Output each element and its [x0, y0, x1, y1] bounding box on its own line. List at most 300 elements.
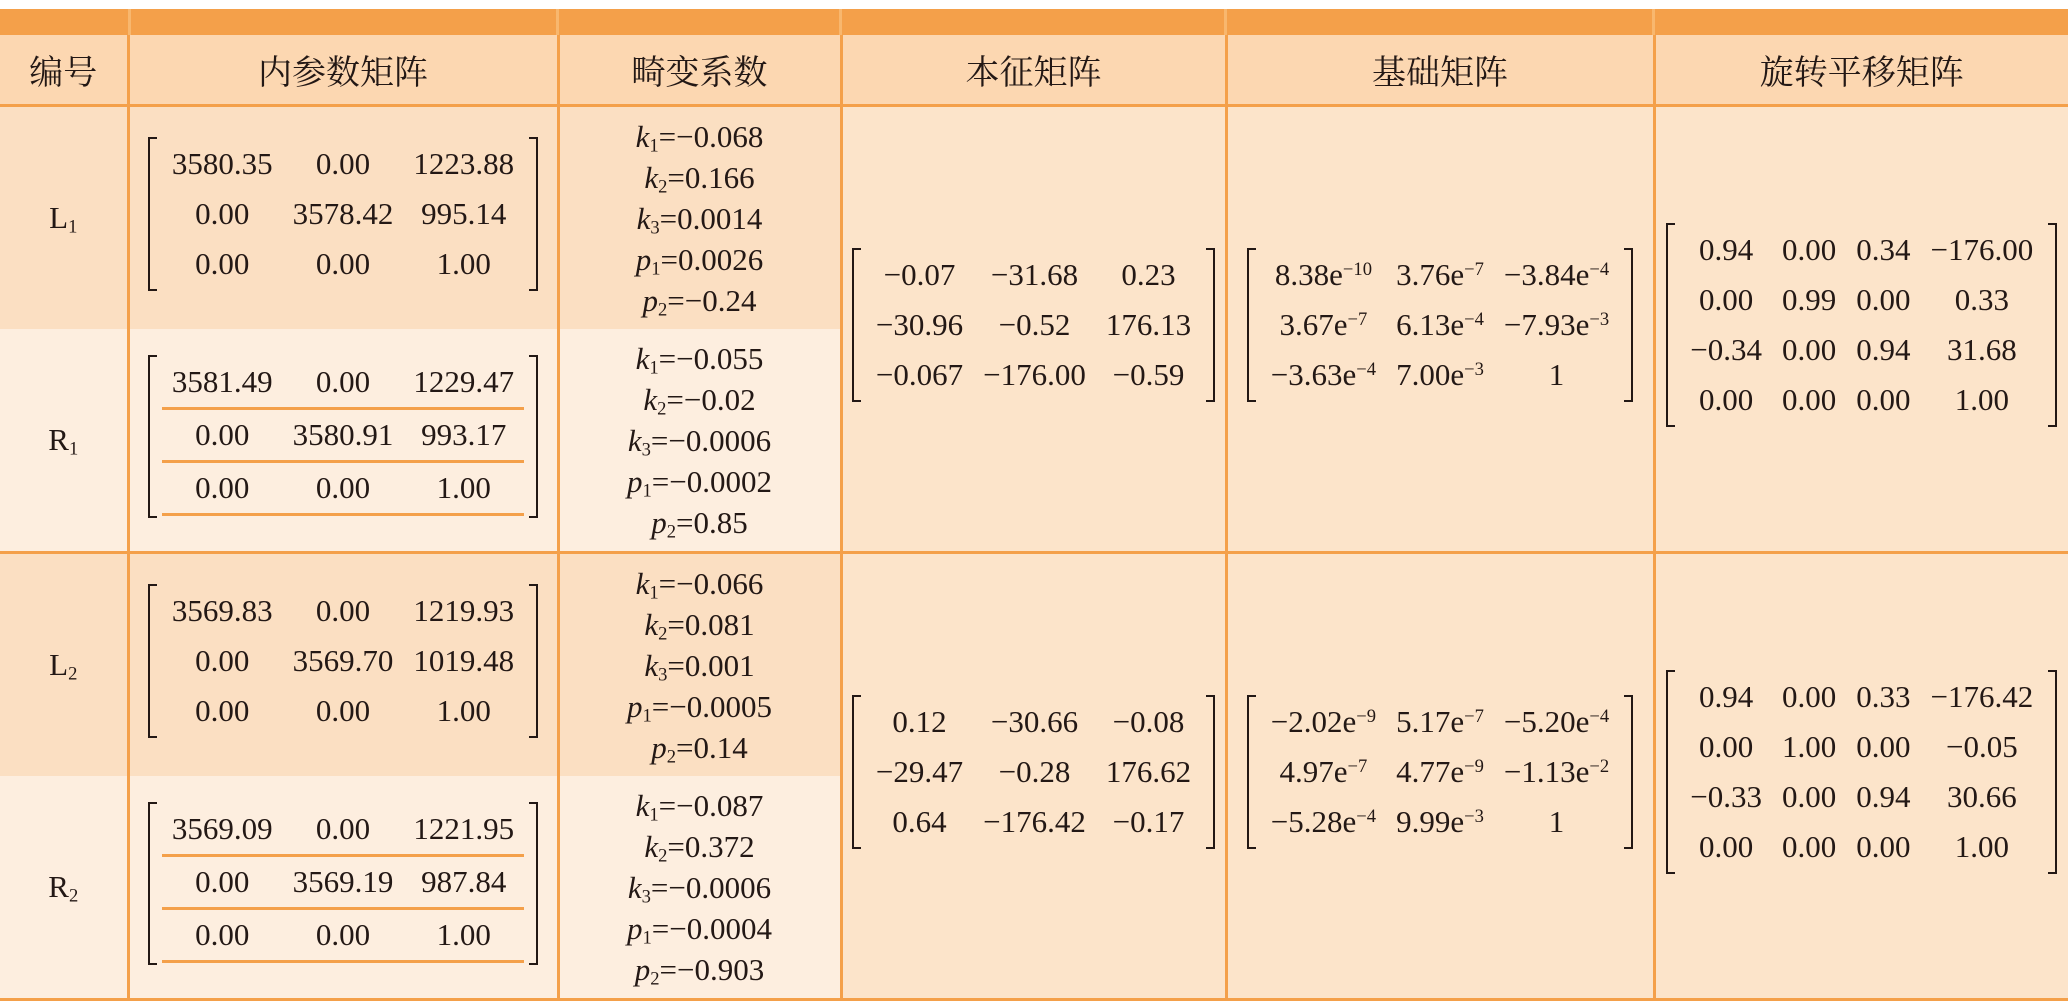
- essential-cell: [841, 553, 1226, 1000]
- matrix-cell: 995.14: [421, 196, 507, 231]
- matrix-cell: 1229.47: [403, 357, 524, 409]
- coefficient-index: 2: [658, 623, 668, 645]
- mantissa: −3.84e: [1503, 257, 1590, 292]
- matrix-row: [866, 350, 1201, 400]
- matrix-cell: −31.68: [990, 257, 1079, 292]
- matrix-cell: −176.42: [983, 804, 1086, 839]
- coefficient-symbol: p: [651, 504, 667, 540]
- coefficient-symbol: k: [644, 828, 659, 864]
- matrix-cell: 31.68: [1946, 332, 2017, 367]
- camera-id-letter: R: [48, 869, 69, 904]
- camera-id-letter: L: [49, 200, 69, 235]
- matrix-cell: −0.59: [1112, 357, 1185, 392]
- matrix-cell: −176.00: [1930, 232, 2034, 267]
- matrix-cell: 3569.19: [283, 855, 404, 908]
- camera-id-cell: [0, 776, 128, 1000]
- essential-matrix: [852, 695, 1215, 849]
- matrix-row: [162, 636, 524, 686]
- matrix-row: [162, 357, 524, 409]
- intrinsic-matrix-grid: [162, 586, 524, 736]
- matrix-cell: 3581.49: [162, 357, 283, 409]
- coefficient-value: =0.85: [676, 504, 748, 540]
- table-row: [0, 553, 2068, 777]
- matrix-cell: −29.47: [875, 754, 964, 789]
- rotation-translation-matrix-grid: [1680, 672, 2043, 872]
- matrix-cell: −0.05: [1946, 729, 2018, 764]
- matrix-cell: [1261, 300, 1386, 350]
- matrix-cell: 0.00: [162, 408, 283, 461]
- coefficient-symbol: k: [644, 647, 659, 683]
- matrix-cell: 0.94: [1699, 679, 1754, 714]
- matrix-cell: 1019.48: [413, 643, 515, 678]
- coefficient-index: 2: [650, 968, 660, 990]
- matrix-cell: −0.08: [1112, 704, 1185, 739]
- header-band-divider: [1652, 9, 1655, 35]
- matrix-row: [1680, 722, 2043, 772]
- exponent: −4: [1589, 258, 1610, 280]
- matrix-cell: 0.99: [1782, 282, 1837, 317]
- matrix-cell: [1494, 250, 1619, 300]
- fundamental-matrix-grid: [1261, 697, 1619, 847]
- matrix-cell: 3580.35: [171, 146, 273, 181]
- coefficient-index: 2: [666, 521, 677, 543]
- mantissa: −5.20e: [1503, 704, 1590, 739]
- exponent: −4: [1356, 805, 1377, 827]
- distortion-coefficient: [560, 686, 840, 727]
- distortion-cell: [558, 776, 841, 1000]
- distortion-coefficient: [560, 198, 840, 239]
- distortion-cell: [558, 553, 841, 777]
- exponent: −4: [1589, 705, 1610, 727]
- coefficient-symbol: p: [626, 910, 643, 946]
- matrix-row: [162, 408, 524, 461]
- matrix-row: [866, 250, 1201, 300]
- coefficient-symbol: k: [636, 200, 651, 236]
- matrix-cell: −0.07: [883, 257, 956, 292]
- matrix-row: [866, 797, 1201, 847]
- matrix-cell: 0.00: [1856, 729, 1911, 764]
- coefficient-value: =−0.0002: [651, 463, 772, 499]
- distortion-coefficient: [560, 563, 840, 604]
- coefficient-value: =−0.055: [658, 340, 764, 376]
- coefficient-index: 2: [658, 845, 668, 867]
- matrix-cell: −0.33: [1690, 779, 1762, 814]
- camera-id-cell: [0, 106, 128, 330]
- matrix-cell: −176.42: [1930, 679, 2034, 714]
- camera-id-cell: [0, 553, 128, 777]
- coefficient-value: =−0.0006: [650, 422, 772, 458]
- matrix-cell: 0.00: [1856, 282, 1911, 317]
- coefficient-symbol: k: [643, 381, 658, 417]
- coefficient-index: 3: [641, 439, 651, 461]
- matrix-row: [1680, 822, 2043, 872]
- matrix-cell: −0.28: [998, 754, 1071, 789]
- header-band: [0, 9, 2068, 35]
- matrix-cell: 1.00: [403, 908, 524, 961]
- matrix-cell: [1494, 300, 1619, 350]
- coefficient-value: =−0.02: [666, 381, 756, 417]
- coefficient-value: =0.0014: [659, 200, 763, 236]
- matrix-row: [1261, 797, 1619, 847]
- rotation-translation-matrix: [1666, 670, 2057, 874]
- matrix-cell: 176.62: [1105, 754, 1192, 789]
- matrix-cell: 0.00: [195, 643, 250, 678]
- matrix-cell: 0.34: [1856, 232, 1911, 267]
- matrix-row: [162, 908, 524, 961]
- rotation-translation-matrix: [1666, 223, 2057, 427]
- exponent: −9: [1356, 705, 1377, 727]
- matrix-cell: [1386, 797, 1494, 847]
- coefficient-symbol: k: [635, 565, 650, 601]
- matrix-row: [1680, 325, 2043, 375]
- matrix-cell: 0.00: [315, 146, 371, 181]
- header-fundamental: 基础矩阵: [1226, 35, 1654, 106]
- camera-id-letter: L: [49, 647, 69, 682]
- coefficient-value: =−0.066: [658, 565, 764, 601]
- fundamental-matrix: [1247, 695, 1633, 849]
- exponent: −7: [1347, 755, 1368, 777]
- matrix-cell: 0.00: [315, 593, 371, 628]
- matrix-cell: 0.00: [283, 357, 404, 409]
- coefficient-symbol: p: [626, 463, 643, 499]
- matrix-cell: 0.00: [1782, 382, 1837, 417]
- essential-cell: [841, 106, 1226, 553]
- matrix-cell: 1219.93: [413, 593, 515, 628]
- matrix-cell: 1.00: [1954, 382, 2009, 417]
- coefficient-value: =0.14: [676, 729, 748, 765]
- coefficient-value: =0.0026: [660, 241, 764, 277]
- intrinsic-matrix-grid: [162, 357, 524, 516]
- matrix-cell: [1261, 250, 1386, 300]
- matrix-cell: 30.66: [1946, 779, 2017, 814]
- rotation-translation-matrix-grid: [1680, 225, 2043, 425]
- camera-id-index: 2: [68, 885, 79, 907]
- header-band-divider: [556, 9, 559, 35]
- coefficient-symbol: p: [634, 951, 651, 987]
- table-row: [0, 106, 2068, 330]
- matrix-cell: 3578.42: [292, 196, 394, 231]
- distortion-cell: [558, 106, 841, 330]
- distortion-list: [560, 338, 840, 543]
- mantissa: −2.02e: [1270, 704, 1357, 739]
- intrinsic-matrix: [148, 802, 538, 965]
- matrix-row: [866, 697, 1201, 747]
- matrix-cell: 0.00: [1699, 382, 1754, 417]
- coefficient-value: =0.001: [667, 647, 755, 683]
- matrix-cell: 0.64: [892, 804, 947, 839]
- coefficient-index: 1: [642, 480, 652, 502]
- distortion-coefficient: [560, 867, 840, 908]
- coefficient-value: =−0.0006: [650, 869, 772, 905]
- distortion-coefficient: [560, 379, 840, 420]
- header-distortion: 畸变系数: [558, 35, 841, 106]
- coefficient-index: 1: [649, 804, 659, 826]
- intrinsic-cell: [128, 553, 558, 777]
- matrix-cell: 1.00: [1782, 729, 1837, 764]
- coefficient-symbol: k: [627, 869, 642, 905]
- matrix-cell: 0.00: [1782, 332, 1837, 367]
- camera-id-letter: R: [48, 422, 69, 457]
- coefficient-value: =−0.24: [667, 282, 757, 318]
- intrinsic-matrix-grid: [162, 139, 524, 289]
- distortion-coefficient: [560, 826, 840, 867]
- coefficient-symbol: k: [627, 422, 642, 458]
- distortion-coefficient: [560, 949, 840, 990]
- mantissa: 3.67e: [1279, 307, 1348, 342]
- distortion-list: [560, 563, 840, 768]
- distortion-coefficient: [560, 908, 840, 949]
- matrix-row: [1261, 350, 1619, 400]
- matrix-cell: 1.00: [436, 693, 491, 728]
- fundamental-matrix: [1247, 248, 1633, 402]
- matrix-cell: 3580.91: [283, 408, 404, 461]
- matrix-cell: 0.00: [315, 246, 371, 281]
- matrix-cell: 987.84: [403, 855, 524, 908]
- matrix-cell: 0.00: [1782, 779, 1837, 814]
- coefficient-index: 1: [651, 258, 661, 280]
- matrix-cell: 0.00: [195, 246, 250, 281]
- mantissa: 4.77e: [1396, 754, 1465, 789]
- calibration-table: [0, 35, 2068, 1001]
- mantissa: −5.28e: [1270, 804, 1357, 839]
- matrix-cell: 0.00: [162, 855, 283, 908]
- matrix-cell: [1494, 350, 1619, 400]
- matrix-cell: 1.00: [1954, 829, 2009, 864]
- matrix-cell: 0.00: [1782, 679, 1837, 714]
- distortion-coefficient: [560, 280, 840, 321]
- distortion-coefficient: [560, 420, 840, 461]
- matrix-cell: [1494, 747, 1619, 797]
- matrix-cell: 1223.88: [413, 146, 515, 181]
- coefficient-index: 3: [650, 217, 660, 239]
- coefficient-value: =0.166: [667, 159, 755, 195]
- coefficient-symbol: p: [626, 688, 643, 724]
- intrinsic-cell: [128, 776, 558, 1000]
- matrix-row: [1261, 250, 1619, 300]
- intrinsic-matrix: [148, 584, 538, 738]
- matrix-cell: 0.00: [1699, 282, 1754, 317]
- coefficient-value: =0.081: [667, 606, 755, 642]
- essential-matrix: [852, 248, 1215, 402]
- coefficient-symbol: k: [635, 787, 650, 823]
- exponent: −7: [1464, 705, 1484, 727]
- matrix-cell: −176.00: [983, 357, 1086, 392]
- matrix-cell: 0.00: [1699, 729, 1754, 764]
- fundamental-matrix-grid: [1261, 250, 1619, 400]
- coefficient-value: =−0.0005: [651, 688, 772, 724]
- distortion-coefficient: [560, 239, 840, 280]
- matrix-cell: 993.17: [403, 408, 524, 461]
- coefficient-symbol: p: [642, 282, 658, 318]
- matrix-cell: [1261, 797, 1386, 847]
- rotation-translation-cell: [1654, 106, 2068, 553]
- intrinsic-cell: [128, 329, 558, 553]
- matrix-cell: 0.00: [195, 693, 250, 728]
- mantissa: −3.63e: [1270, 357, 1357, 392]
- matrix-cell: [1386, 747, 1494, 797]
- coefficient-symbol: k: [644, 606, 659, 642]
- mantissa: −7.93e: [1503, 307, 1590, 342]
- matrix-cell: [1494, 697, 1619, 747]
- coefficient-value: =−0.087: [658, 787, 764, 823]
- intrinsic-matrix: [148, 355, 538, 518]
- mantissa: 4.97e: [1279, 754, 1348, 789]
- intrinsic-cell: [128, 106, 558, 330]
- matrix-cell: −0.067: [875, 357, 964, 392]
- matrix-row: [1680, 375, 2043, 425]
- matrix-cell: 0.00: [1856, 829, 1911, 864]
- mantissa: 7.00e: [1396, 357, 1465, 392]
- header-band-divider: [128, 9, 131, 35]
- matrix-cell: −30.66: [990, 704, 1079, 739]
- exponent: −3: [1464, 358, 1484, 380]
- matrix-cell: 1.00: [403, 461, 524, 514]
- mantissa: −1.13e: [1503, 754, 1590, 789]
- mantissa: 6.13e: [1396, 307, 1465, 342]
- matrix-row: [1261, 747, 1619, 797]
- matrix-row: [162, 239, 524, 289]
- matrix-row: [1680, 275, 2043, 325]
- coefficient-value: =−0.903: [659, 951, 765, 987]
- essential-matrix-grid: [866, 697, 1201, 847]
- exponent: −3: [1464, 805, 1484, 827]
- matrix-cell: −0.17: [1112, 804, 1185, 839]
- fundamental-cell: [1226, 553, 1654, 1000]
- exponent: −2: [1589, 755, 1610, 777]
- matrix-cell: 0.94: [1856, 332, 1911, 367]
- matrix-cell: 0.12: [892, 704, 947, 739]
- coefficient-value: =0.372: [667, 828, 755, 864]
- matrix-cell: [1386, 350, 1494, 400]
- mantissa: 9.99e: [1396, 804, 1465, 839]
- matrix-cell: 1.00: [436, 246, 491, 281]
- coefficient-index: 2: [658, 176, 668, 198]
- fundamental-cell: [1226, 106, 1654, 553]
- matrix-row: [1680, 225, 2043, 275]
- matrix-row: [162, 686, 524, 736]
- matrix-cell: 0.00: [195, 196, 250, 231]
- distortion-coefficient: [560, 785, 840, 826]
- header-essential: 本征矩阵: [841, 35, 1226, 106]
- matrix-cell: −0.52: [998, 307, 1071, 342]
- matrix-row: [1680, 772, 2043, 822]
- matrix-cell: 0.33: [1954, 282, 2009, 317]
- matrix-cell: 0.00: [283, 908, 404, 961]
- matrix-cell: 0.94: [1856, 779, 1911, 814]
- coefficient-index: 2: [666, 746, 677, 768]
- matrix-cell: [1386, 697, 1494, 747]
- matrix-cell: [1386, 300, 1494, 350]
- matrix-row: [162, 586, 524, 636]
- matrix-cell: 0.00: [283, 804, 404, 856]
- header-band-divider: [1224, 9, 1227, 35]
- coefficient-symbol: k: [635, 340, 650, 376]
- intrinsic-matrix-grid: [162, 804, 524, 963]
- table-body: [0, 106, 2068, 1000]
- matrix-cell: 0.00: [283, 461, 404, 514]
- distortion-coefficient: [560, 116, 840, 157]
- mantissa: 8.38e: [1274, 257, 1343, 292]
- coefficient-index: 1: [649, 135, 659, 157]
- exponent: −3: [1589, 308, 1610, 330]
- matrix-cell: [1494, 797, 1619, 847]
- coefficient-index: 1: [642, 927, 652, 949]
- matrix-cell: 3569.09: [162, 804, 283, 856]
- coefficient-index: 3: [658, 664, 668, 686]
- distortion-coefficient: [560, 157, 840, 198]
- exponent: −10: [1342, 258, 1372, 280]
- matrix-cell: 0.00: [1782, 829, 1837, 864]
- matrix-cell: 0.00: [1782, 232, 1837, 267]
- rotation-translation-cell: [1654, 553, 2068, 1000]
- coefficient-value: =−0.068: [658, 118, 764, 154]
- matrix-row: [162, 189, 524, 239]
- mantissa: 5.17e: [1396, 704, 1465, 739]
- coefficient-symbol: k: [644, 159, 659, 195]
- matrix-row: [1261, 300, 1619, 350]
- mantissa: 3.76e: [1396, 257, 1465, 292]
- matrix-cell: [1261, 697, 1386, 747]
- matrix-cell: −30.96: [875, 307, 964, 342]
- matrix-cell: 0.00: [162, 461, 283, 514]
- matrix-row: [162, 461, 524, 514]
- distortion-cell: [558, 329, 841, 553]
- matrix-row: [866, 300, 1201, 350]
- exponent: −4: [1464, 308, 1484, 330]
- distortion-coefficient: [560, 461, 840, 502]
- mantissa: 1: [1548, 804, 1565, 839]
- coefficient-index: 1: [642, 705, 652, 727]
- exponent: −9: [1464, 755, 1484, 777]
- coefficient-index: 1: [649, 357, 659, 379]
- matrix-cell: 0.00: [162, 908, 283, 961]
- coefficient-index: 2: [657, 299, 668, 321]
- matrix-row: [1680, 672, 2043, 722]
- coefficient-value: =−0.0004: [651, 910, 772, 946]
- distortion-list: [560, 785, 840, 990]
- header-id: 编号: [0, 35, 128, 106]
- distortion-coefficient: [560, 338, 840, 379]
- matrix-cell: 0.94: [1699, 232, 1754, 267]
- distortion-coefficient: [560, 645, 840, 686]
- matrix-cell: [1261, 747, 1386, 797]
- matrix-cell: [1261, 350, 1386, 400]
- distortion-coefficient: [560, 727, 840, 768]
- distortion-coefficient: [560, 502, 840, 543]
- matrix-row: [866, 747, 1201, 797]
- matrix-cell: 0.00: [1856, 382, 1911, 417]
- intrinsic-matrix: [148, 137, 538, 291]
- exponent: −7: [1464, 258, 1484, 280]
- matrix-cell: 0.00: [1699, 829, 1754, 864]
- matrix-cell: 3569.83: [171, 593, 273, 628]
- matrix-cell: 1221.95: [403, 804, 524, 856]
- matrix-cell: 0.33: [1856, 679, 1911, 714]
- header-band-divider: [839, 9, 842, 35]
- camera-id-cell: [0, 329, 128, 553]
- coefficient-index: 1: [649, 582, 659, 604]
- distortion-list: [560, 116, 840, 321]
- matrix-row: [162, 139, 524, 189]
- coefficient-symbol: p: [651, 729, 667, 765]
- matrix-cell: 176.13: [1105, 307, 1192, 342]
- header-intrinsic: 内参数矩阵: [128, 35, 558, 106]
- exponent: −7: [1347, 308, 1368, 330]
- exponent: −4: [1356, 358, 1377, 380]
- matrix-cell: 3569.70: [292, 643, 394, 678]
- matrix-cell: [1386, 250, 1494, 300]
- matrix-row: [1261, 697, 1619, 747]
